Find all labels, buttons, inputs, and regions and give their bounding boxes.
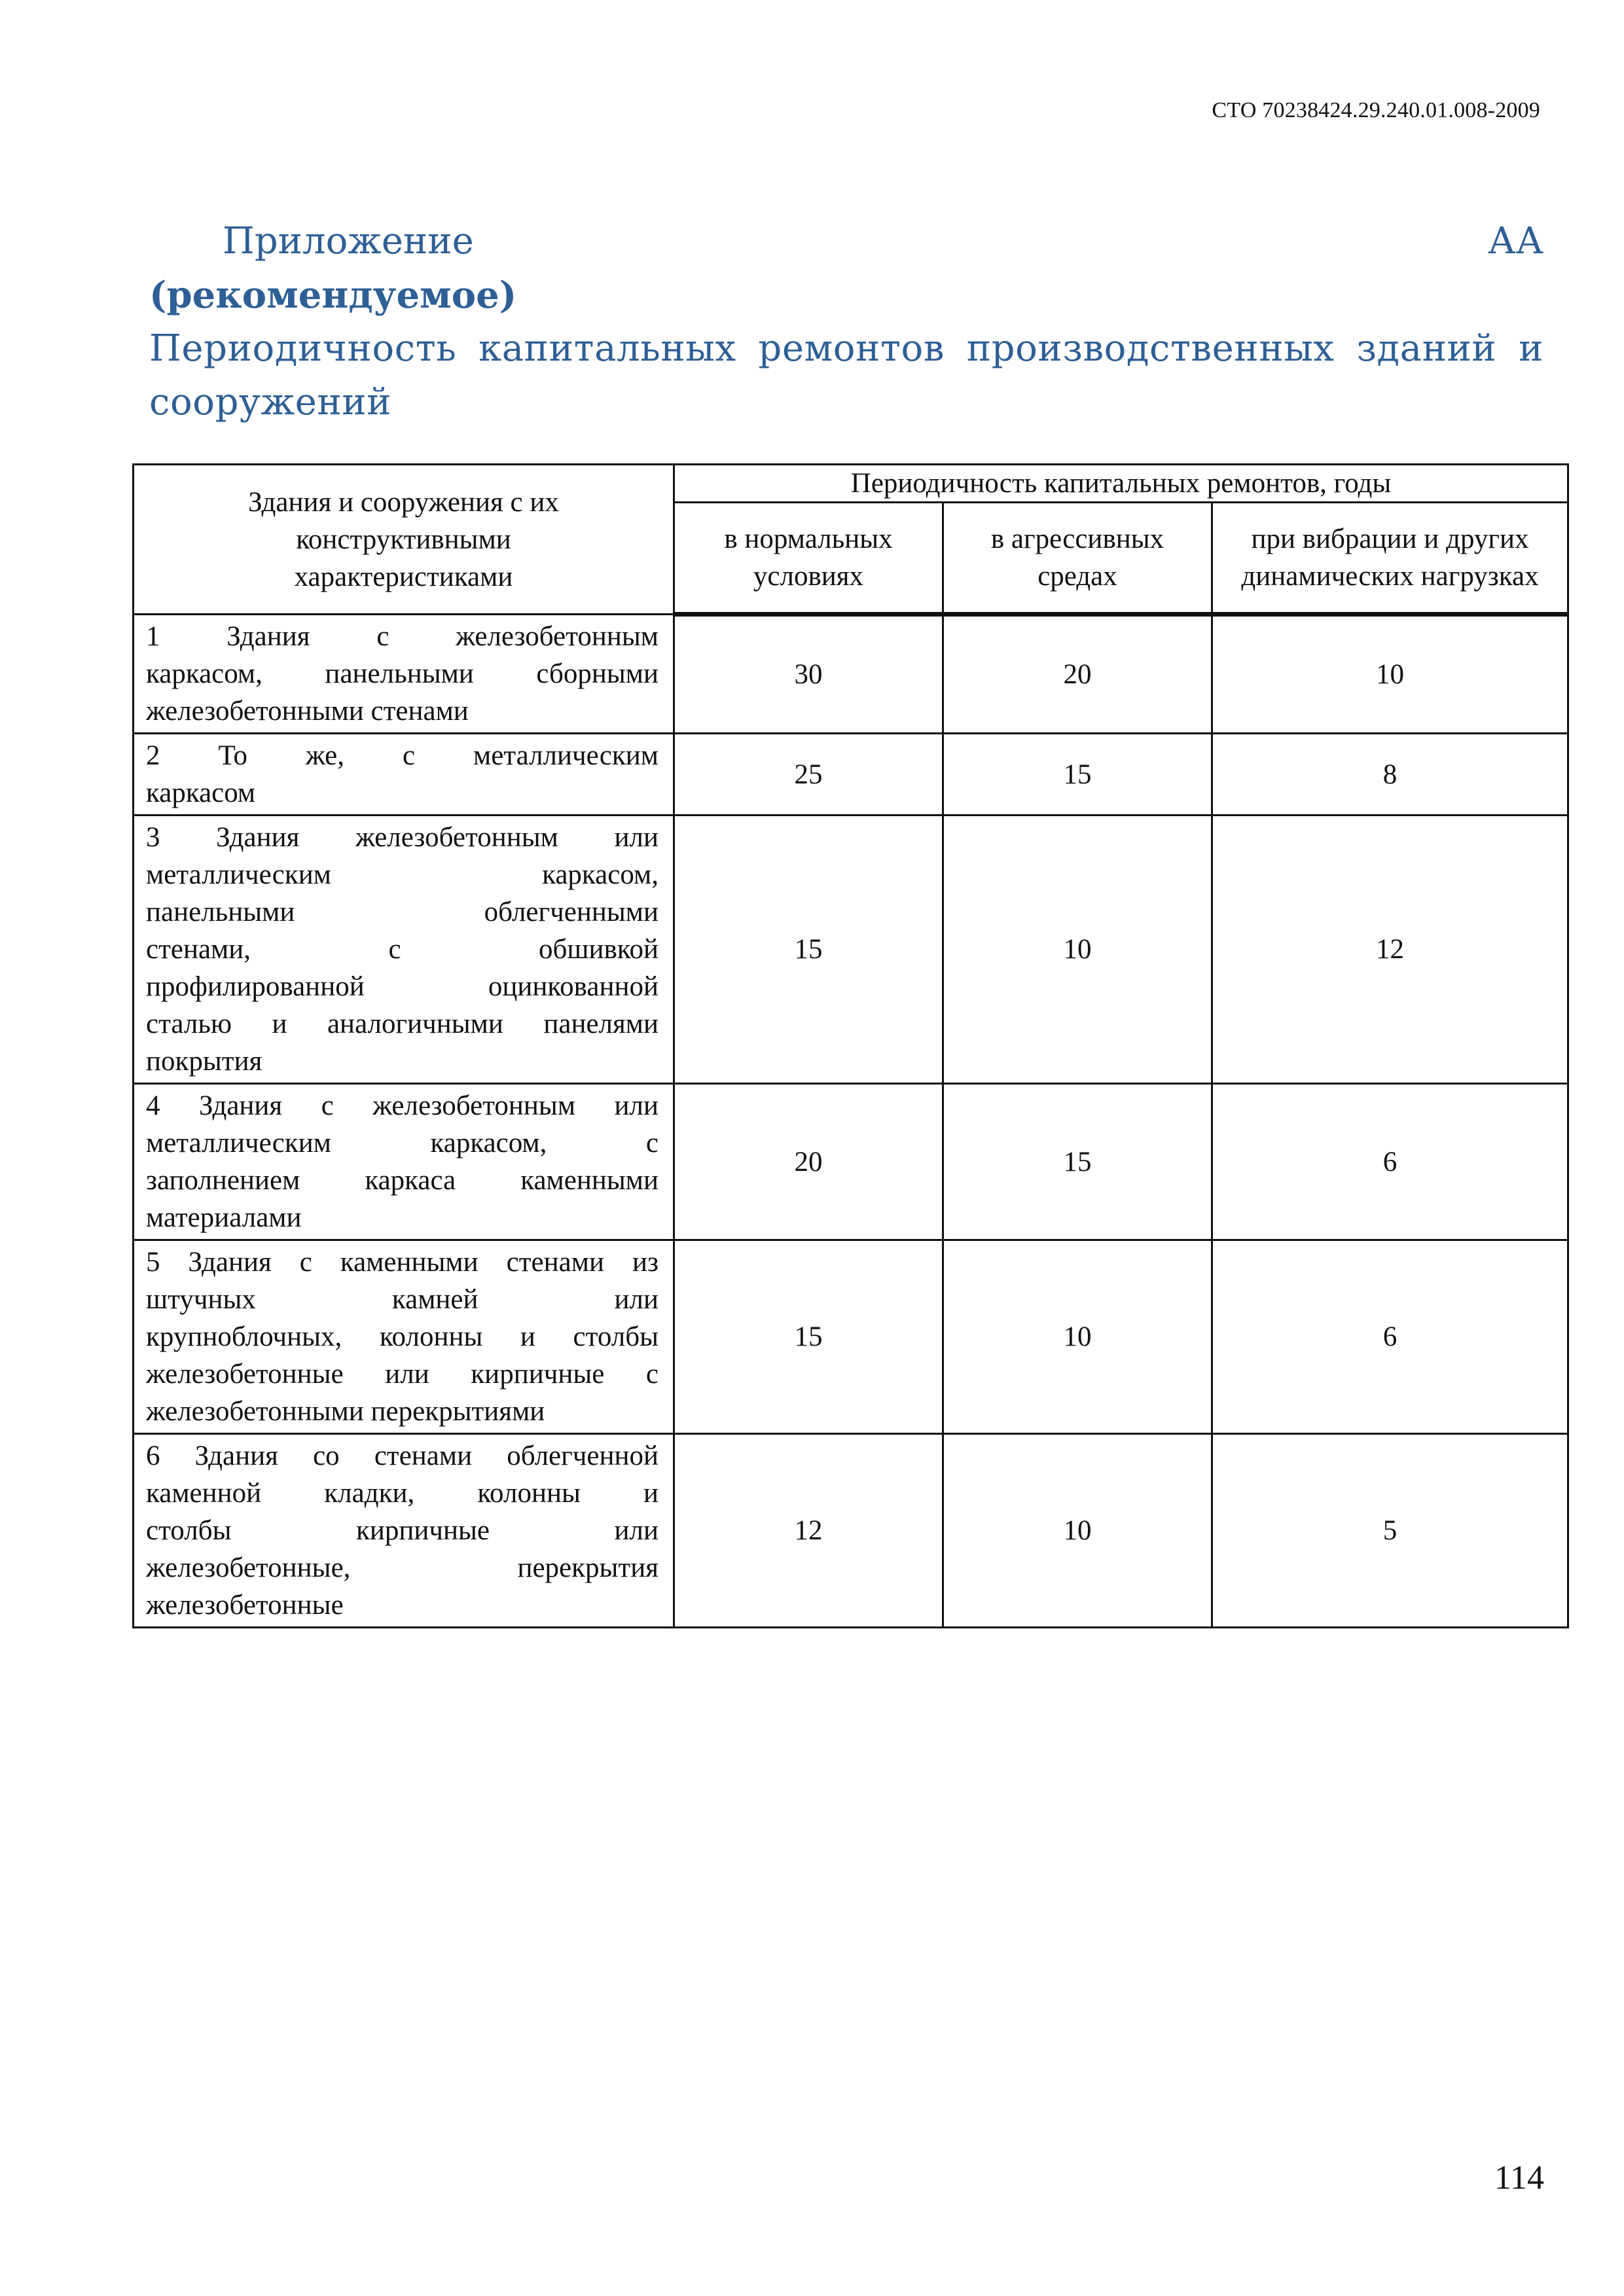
vibration-loads-value: 5	[1212, 1434, 1568, 1628]
description-text	[146, 737, 659, 812]
description-line: железобетонными стенами	[146, 696, 469, 726]
appendix-status: (рекомендуемое)	[149, 274, 517, 317]
appendix-letter: АА	[1488, 220, 1543, 262]
description-line: 3 Здания железобетонным или	[146, 822, 659, 853]
appendix-title: Периодичность капитальных ремонтов производственных зданий и сооружений	[149, 327, 1543, 423]
normal-conditions-value: 25	[674, 734, 943, 816]
building-description	[134, 1434, 674, 1628]
normal-conditions-value: 12	[674, 1434, 943, 1628]
description-line: железобетонными перекрытиями	[146, 1396, 545, 1427]
description-line: каркасом	[146, 778, 256, 808]
vibration-loads-header: при вибрации и других динамических нагрузках	[1212, 503, 1568, 615]
table-row	[134, 1434, 1568, 1628]
building-description	[134, 1240, 674, 1434]
table-row	[134, 615, 1568, 734]
aggressive-environments-value: 10	[943, 1240, 1212, 1434]
aggressive-environments-value: 15	[943, 1084, 1212, 1240]
normal-conditions-value: 15	[674, 816, 943, 1084]
description-line: железобетонные	[146, 1590, 344, 1621]
description-text	[146, 1244, 659, 1430]
description-line: 5 Здания с каменными стенами из	[146, 1247, 659, 1278]
description-line: каменной кладки, колонны и	[146, 1478, 659, 1509]
description-line: панельными облегченными	[146, 897, 659, 927]
description-line: 6 Здания со стенами облегченной	[146, 1441, 659, 1471]
description-line: сталью и аналогичными панелями	[146, 1009, 659, 1039]
description-line: стенами, с обшивкой	[146, 934, 659, 965]
description-line: железобетонные, перекрытия	[146, 1552, 659, 1583]
description-line: 1 Здания с железобетонным	[146, 621, 659, 652]
table-header-row	[134, 465, 1568, 503]
description-text	[146, 1437, 659, 1624]
aggressive-environments-value: 15	[943, 734, 1212, 816]
building-description	[134, 734, 674, 816]
vibration-loads-value: 10	[1212, 615, 1568, 734]
appendix-word: Приложение	[223, 220, 474, 262]
table-body	[134, 615, 1568, 1628]
normal-conditions-value: 30	[674, 615, 943, 734]
description-line: материалами	[146, 1202, 302, 1233]
table-row	[134, 816, 1568, 1084]
description-line: профилированной оцинкованной	[146, 971, 659, 1002]
description-text	[146, 1087, 659, 1236]
document-code: СТО 70238424.29.240.01.008-2009	[1212, 98, 1540, 122]
appendix-line	[149, 215, 1543, 268]
vibration-loads-value: 12	[1212, 816, 1568, 1084]
page-number: 114	[1494, 2159, 1544, 2197]
normal-conditions-header: в нормальных условиях	[674, 503, 943, 615]
description-line: металлическим каркасом,	[146, 859, 659, 890]
table-row	[134, 1240, 1568, 1434]
aggressive-environments-header: в агрессивных средах	[943, 503, 1212, 615]
table-row	[134, 1084, 1568, 1240]
vibration-loads-value: 8	[1212, 734, 1568, 816]
description-line: 4 Здания с железобетонным или	[146, 1090, 659, 1121]
description-line: каркасом, панельными сборными	[146, 658, 659, 689]
description-line: столбы кирпичные или	[146, 1515, 659, 1546]
description-line: 2 То же, с металлическим	[146, 740, 659, 771]
table-row	[134, 734, 1568, 816]
repair-periodicity-table	[132, 463, 1569, 1628]
periodicity-group-header: Периодичность капитальных ремонтов, годы	[674, 465, 1568, 503]
description-line: покрытия	[146, 1046, 262, 1077]
description-line: заполнением каркаса каменными	[146, 1165, 659, 1196]
aggressive-environments-value: 10	[943, 816, 1212, 1084]
vibration-loads-value: 6	[1212, 1084, 1568, 1240]
description-text	[146, 819, 659, 1080]
appendix-heading	[149, 215, 1543, 429]
building-description	[134, 615, 674, 734]
vibration-loads-value: 6	[1212, 1240, 1568, 1434]
aggressive-environments-value: 10	[943, 1434, 1212, 1628]
description-text	[146, 618, 659, 730]
normal-conditions-value: 20	[674, 1084, 943, 1240]
description-line: железобетонные или кирпичные с	[146, 1359, 659, 1390]
buildings-column-header: Здания и сооружения с их конструктивными характеристиками	[134, 465, 674, 615]
normal-conditions-value: 15	[674, 1240, 943, 1434]
building-description	[134, 816, 674, 1084]
building-description	[134, 1084, 674, 1240]
description-line: металлическим каркасом, с	[146, 1128, 659, 1158]
aggressive-environments-value: 20	[943, 615, 1212, 734]
description-line: штучных камней или	[146, 1284, 659, 1315]
description-line: крупноблочных, колонны и столбы	[146, 1321, 659, 1352]
